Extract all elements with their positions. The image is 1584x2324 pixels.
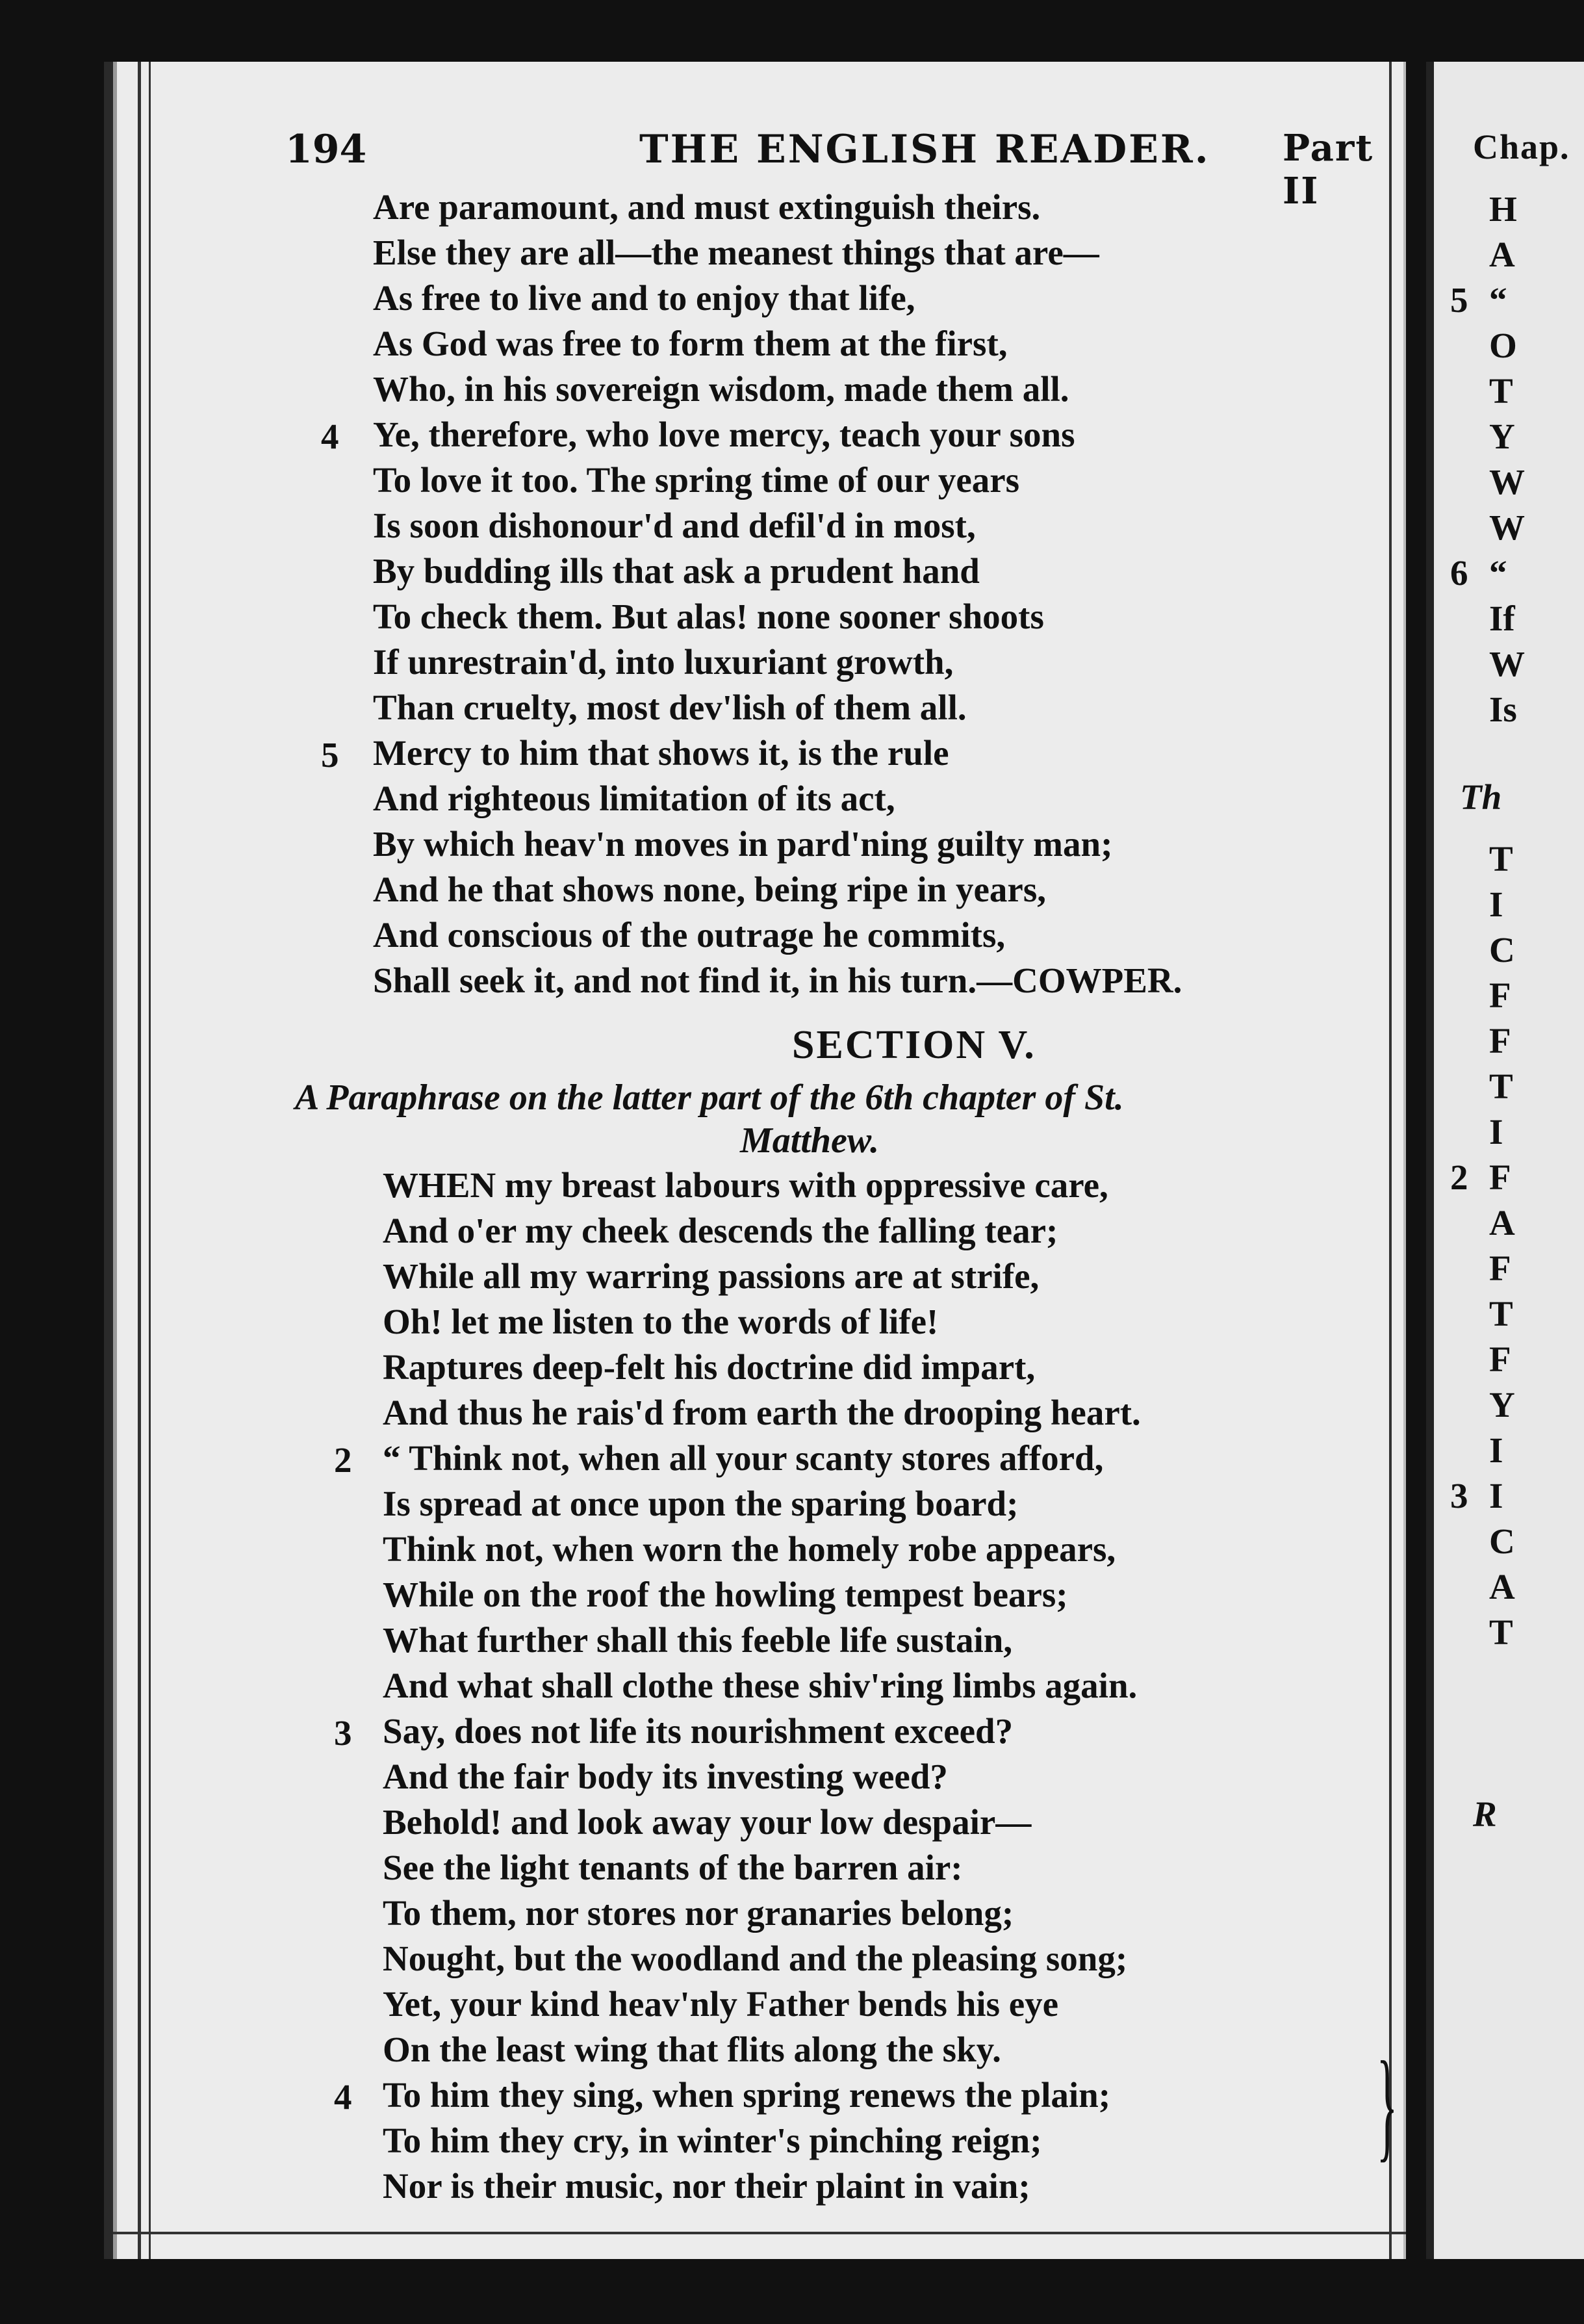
poem-line: Than cruelty, most dev'lish of them all. — [373, 688, 967, 727]
poem-line: Is spread at once upon the sparing board; — [383, 1484, 1019, 1523]
poem-line: Nought, but the woodland and the pleasing song; — [383, 1939, 1128, 1978]
poem-line: Is soon dishonour'd and defil'd in most, — [373, 506, 976, 545]
right-stanza-number: 2 — [1450, 1157, 1468, 1197]
poem-line: By budding ills that ask a prudent hand — [373, 551, 980, 591]
right-page-header: Chap. — [1473, 127, 1570, 166]
poem-line: And the fair body its investing weed? — [383, 1757, 948, 1796]
right-line-fragment: W — [1489, 508, 1525, 547]
right-margin-rule — [1389, 62, 1392, 2259]
poem-line: Mercy to him that shows it, is the rule — [373, 733, 949, 773]
right-book-page — [1426, 62, 1584, 2259]
poem-line: While all my warring passions are at strife, — [383, 1256, 1040, 1296]
right-line-fragment: W — [1489, 644, 1525, 684]
poem-line: And righteous limitation of its act, — [373, 779, 895, 818]
poem-line: And thus he rais'd from earth the drooping heart. — [383, 1393, 1141, 1432]
poem-line: While on the roof the howling tempest bears; — [383, 1575, 1068, 1614]
poem-line: And what shall clothe these shiv'ring limbs again. — [383, 1666, 1138, 1705]
poem-line: WHEN my breast labours with oppressive care, — [383, 1165, 1108, 1205]
poem-line: Think not, when worn the homely robe appears, — [383, 1529, 1116, 1569]
section-subtitle-line-1: A Paraphrase on the latter part of the 6th chapter of St. — [295, 1078, 1124, 1118]
poem-line: And o'er my cheek descends the falling tear; — [383, 1211, 1058, 1250]
right-line-fragment: F — [1489, 1339, 1511, 1379]
part-label: Part II — [1283, 127, 1374, 213]
poem-line: By which heav'n moves in pard'ning guilty man; — [373, 824, 1113, 864]
left-margin-rule-inner — [149, 62, 151, 2259]
right-line-fragment: T — [1489, 1066, 1513, 1106]
poem-line: To them, nor stores nor granaries belong; — [383, 1893, 1014, 1933]
right-line-fragment: A — [1489, 1203, 1515, 1243]
right-italic-fragment: Th — [1460, 777, 1502, 817]
running-title: THE ENGLISH READER. — [639, 127, 1210, 172]
poem-line: Oh! let me listen to the words of life! — [383, 1302, 939, 1341]
right-stanza-number: 3 — [1450, 1476, 1468, 1516]
right-line-fragment: F — [1489, 1021, 1511, 1061]
right-line-fragment: F — [1489, 975, 1511, 1015]
right-stanza-number: 5 — [1450, 280, 1468, 320]
poem-line: To check them. But alas! none sooner shoots — [373, 597, 1044, 636]
right-line-fragment: I — [1489, 1476, 1503, 1516]
poem-line: Are paramount, and must extinguish theirs. — [373, 187, 1041, 227]
right-line-fragment: W — [1489, 462, 1525, 502]
bottom-margin-rule — [113, 2232, 1406, 2234]
stanza-number: 3 — [334, 1713, 352, 1753]
right-line-fragment: Y — [1489, 1385, 1515, 1425]
poem-line: Say, does not life its nourishment exceed? — [383, 1711, 1014, 1751]
right-stanza-number: 6 — [1450, 553, 1468, 593]
right-line-fragment: I — [1489, 1112, 1503, 1152]
right-line-fragment: C — [1489, 930, 1515, 970]
right-line-fragment: O — [1489, 326, 1517, 365]
poem-line: See the light tenants of the barren air: — [383, 1848, 963, 1887]
right-line-fragment: F — [1489, 1157, 1511, 1197]
right-line-fragment: T — [1489, 371, 1513, 411]
right-line-fragment: I — [1489, 884, 1503, 924]
poem-line: Yet, your kind heav'nly Father bends his eye — [383, 1984, 1059, 2024]
poem-line: As free to live and to enjoy that life, — [373, 278, 915, 318]
section-subtitle-line-2: Matthew. — [740, 1120, 880, 1161]
left-book-page — [104, 62, 1406, 2259]
right-line-fragment: T — [1489, 839, 1513, 879]
stanza-number: 5 — [321, 735, 339, 775]
poem-line: Who, in his sovereign wisdom, made them all. — [373, 369, 1069, 409]
poem-line: To him they cry, in winter's pinching reign; — [383, 2121, 1042, 2160]
poem-line: As God was free to form them at the first, — [373, 324, 1008, 363]
right-line-fragment: T — [1489, 1612, 1513, 1652]
poem-line: What further shall this feeble life sustain, — [383, 1620, 1013, 1660]
right-line-fragment: C — [1489, 1521, 1515, 1561]
poem-line: And he that shows none, being ripe in years, — [373, 870, 1046, 909]
section-heading: SECTION V. — [792, 1023, 1036, 1067]
right-italic-fragment-2: R — [1473, 1794, 1497, 1834]
right-line-fragment: I — [1489, 1430, 1503, 1470]
right-line-fragment: If — [1489, 599, 1515, 638]
poem-line: Else they are all—the meanest things that are— — [373, 233, 1099, 272]
right-line-fragment: “ — [1489, 280, 1507, 320]
right-line-fragment: H — [1489, 189, 1517, 229]
right-line-fragment: “ — [1489, 553, 1507, 593]
poem-line: Shall seek it, and not find it, in his turn.—COWPER. — [373, 961, 1182, 1000]
right-line-fragment: F — [1489, 1248, 1511, 1288]
poem-line: Ye, therefore, who love mercy, teach your sons — [373, 415, 1075, 454]
stanza-number: 4 — [334, 2077, 352, 2117]
page-number: 194 — [285, 127, 367, 172]
poem-line: Nor is their music, nor their plaint in vain; — [383, 2166, 1030, 2206]
poem-line: Behold! and look away your low despair— — [383, 1802, 1032, 1842]
poem-line: On the least wing that flits along the sky. — [383, 2030, 1001, 2069]
stanza-number: 4 — [321, 417, 339, 456]
left-margin-rule — [138, 62, 141, 2259]
poem-line: To love it too. The spring time of our years — [373, 460, 1020, 500]
right-line-fragment: T — [1489, 1294, 1513, 1334]
poem-line: Raptures deep-felt his doctrine did impart, — [383, 1347, 1036, 1387]
right-line-fragment: Y — [1489, 417, 1515, 456]
closing-brace: } — [1377, 2037, 1398, 2173]
right-line-fragment: A — [1489, 235, 1515, 274]
poem-line: If unrestrain'd, into luxuriant growth, — [373, 642, 954, 682]
poem-line: “ Think not, when all your scanty stores afford, — [383, 1438, 1104, 1478]
poem-line: And conscious of the outrage he commits, — [373, 915, 1006, 955]
right-line-fragment: Is — [1489, 690, 1517, 729]
poem-line: To him they sing, when spring renews the plain; — [383, 2075, 1111, 2115]
right-line-fragment: A — [1489, 1567, 1515, 1607]
stanza-number: 2 — [334, 1440, 352, 1480]
